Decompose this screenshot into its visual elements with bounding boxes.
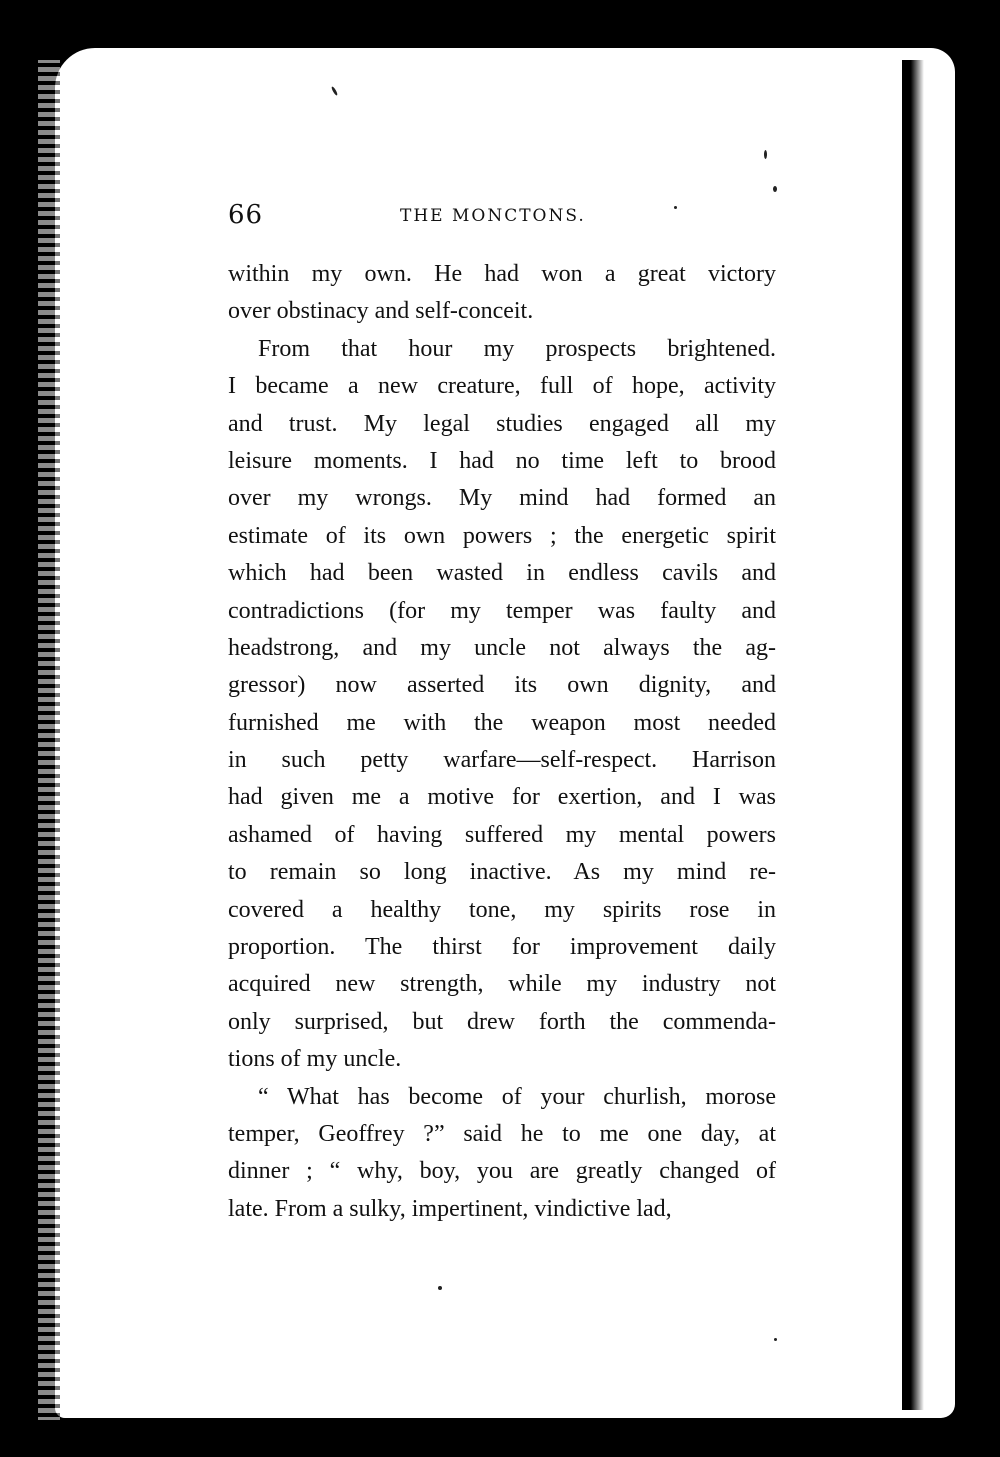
scan-speck [674, 206, 677, 209]
text-line: over obstinacy and self-conceit. [228, 298, 534, 325]
text-line: contradictions (for my temper was faulty and [228, 597, 776, 624]
text-line: tions of my uncle. [228, 1046, 402, 1073]
text-line: gressor) now asserted its own dignity, and [228, 672, 776, 699]
text-line: temper, Geoffrey ?” said he to me one day, at [228, 1120, 776, 1147]
text-line: and trust. My legal studies engaged all my [228, 410, 776, 437]
text-line: over my wrongs. My mind had formed an [228, 485, 776, 512]
text-line: which had been wasted in endless cavils and [228, 560, 776, 587]
text-line: only surprised, but drew forth the commenda- [228, 1008, 776, 1035]
running-header [228, 200, 776, 240]
text-line: in such petty warfare—self-respect. Harrison [228, 747, 776, 774]
left-page-edge [38, 60, 60, 1420]
text-line: ashamed of having suffered my mental powers [228, 821, 776, 848]
scan-speck [438, 1286, 442, 1290]
running-title: THE MONCTONS. [400, 206, 586, 226]
text-line: From that hour my prospects brightened. [258, 335, 776, 362]
body-text [228, 256, 776, 1228]
page-number: 66 [228, 200, 264, 230]
text-line: within my own. He had won a great victory [228, 261, 776, 287]
text-line: headstrong, and my uncle not always the ag- [228, 634, 776, 661]
text-line: dinner ; “ why, boy, you are greatly changed of [228, 1158, 776, 1185]
text-line: covered a healthy tone, my spirits rose in [228, 896, 776, 923]
text-line: I became a new creature, full of hope, activity [228, 373, 776, 400]
text-line: late. From a sulky, impertinent, vindictive lad, [228, 1195, 672, 1222]
text-line: estimate of its own powers ; the energetic spirit [228, 522, 776, 549]
text-line: furnished me with the weapon most needed [228, 709, 776, 736]
scan-speck [774, 1338, 777, 1341]
right-binding-shadow [902, 60, 924, 1410]
scan-speck [764, 150, 767, 159]
text-line: leisure moments. I had no time left to brood [228, 447, 776, 474]
text-line: “ What has become of your churlish, morose [258, 1083, 776, 1110]
text-line: to remain so long inactive. As my mind re- [228, 859, 776, 886]
scan-speck [773, 186, 777, 192]
text-line: proportion. The thirst for improvement daily [228, 934, 776, 961]
text-line: had given me a motive for exertion, and I was [228, 784, 776, 811]
text-line: acquired new strength, while my industry not [228, 971, 776, 998]
